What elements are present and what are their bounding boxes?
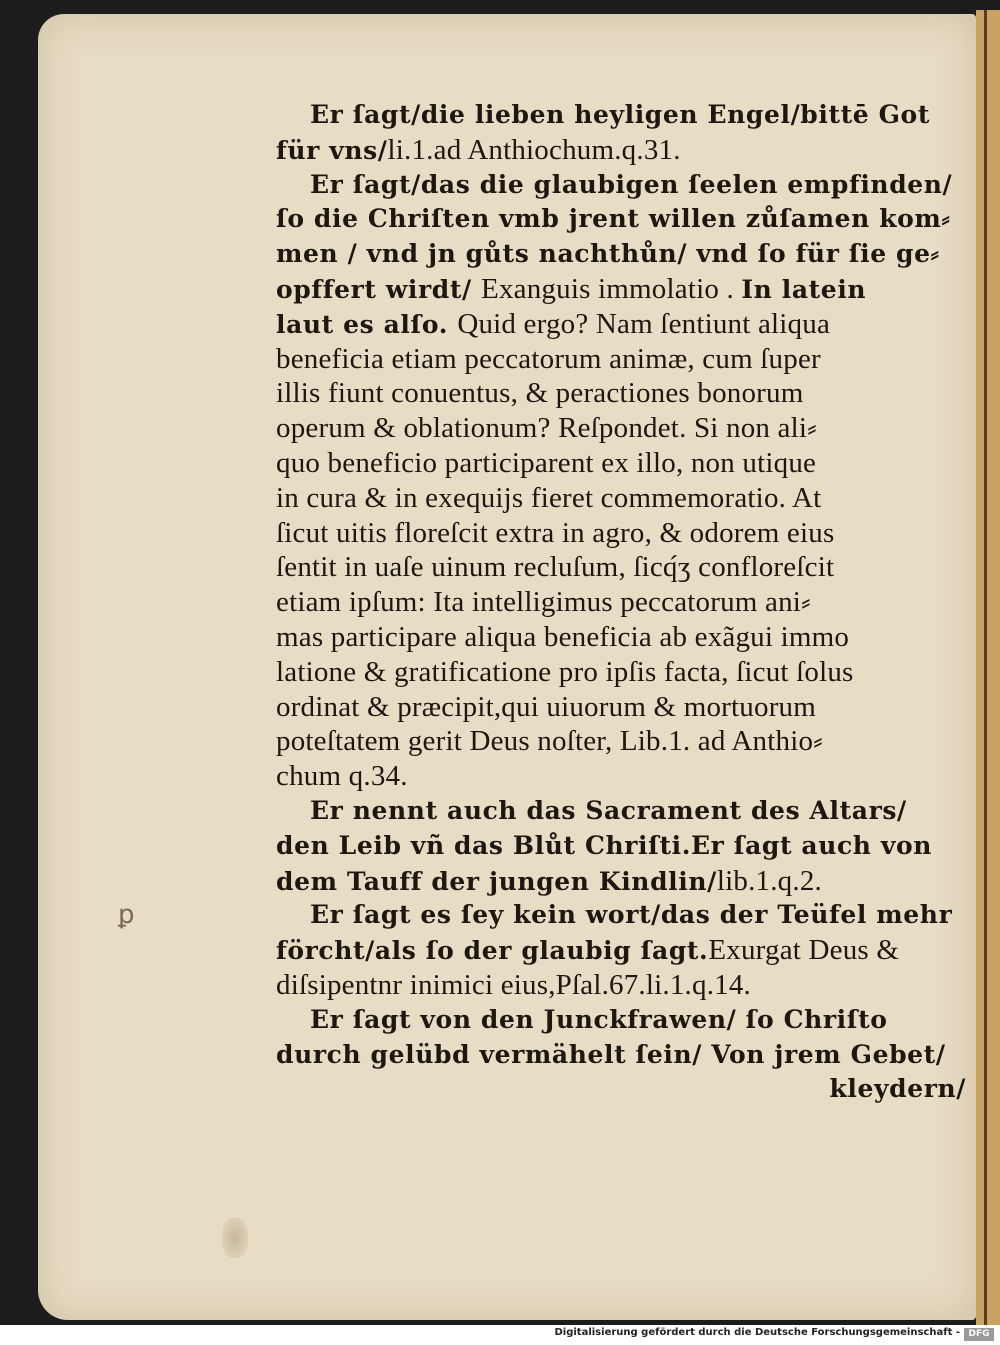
- text-line: [276, 202, 966, 237]
- latin-text: latione & gratificatione pro ipſis facta, ſicut ſolus: [276, 655, 854, 688]
- blackletter-text: förcht/als ſo der glaubig ſagt.: [276, 936, 709, 966]
- blackletter-text: den Leib vñ das Blůt Chriſti.Er ſagt auch von: [276, 830, 933, 860]
- text-line: [276, 168, 966, 203]
- text-line: [276, 133, 966, 168]
- latin-text: li.1.ad Anthiochum.q.31.: [387, 133, 681, 166]
- text-line: [276, 933, 966, 968]
- digitization-footer: [0, 1325, 1000, 1345]
- funding-notice: Digitalisierung gefördert durch die Deutsche Forschungsgemeinschaft -: [554, 1327, 960, 1338]
- blackletter-text: Er ſagt von den Junckfrawen/ ſo Chriſto: [310, 1004, 888, 1034]
- latin-text: in cura & in exequijs fieret commemoratio. At: [276, 481, 822, 514]
- latin-text: poteſtatem gerit Deus noſter, Lib.1. ad Anthio⸗: [276, 725, 824, 758]
- blackletter-text: laut es alſo.: [276, 309, 458, 339]
- text-line: [276, 829, 966, 864]
- catchword-line: [276, 1072, 966, 1107]
- book-spine-edge: [976, 10, 1000, 1325]
- blackletter-text: für vns/: [276, 135, 388, 165]
- text-line: [276, 724, 966, 759]
- text-line: [276, 98, 966, 133]
- latin-text: Exurgat Deus &: [708, 934, 900, 967]
- catchword: kleydern/: [829, 1074, 966, 1104]
- text-line: [276, 481, 966, 516]
- text-line: [276, 690, 966, 725]
- text-line: [276, 516, 966, 551]
- latin-text: beneficia etiam peccatorum animæ, cum ſuper: [276, 342, 821, 375]
- text-line: [276, 446, 966, 481]
- latin-text: Exanguis immolatio .: [481, 272, 742, 305]
- blackletter-text: opffert wirdt/: [276, 274, 482, 304]
- text-line: [276, 1003, 966, 1038]
- latin-text: diſsipentnr inimici eius,Pſal.67.li.1.q.14.: [276, 968, 751, 1001]
- latin-text: quo beneficio participarent ex illo, non utique: [276, 446, 817, 479]
- blackletter-text: Er ſagt es ſey kein wort/das der Teüfel mehr: [310, 900, 953, 930]
- latin-text: ſicut uitis floreſcit extra in agro, & odorem eius: [276, 516, 835, 549]
- text-line: [276, 342, 966, 377]
- paper-stain: [222, 1218, 248, 1258]
- latin-text: chum q.34.: [276, 760, 408, 793]
- latin-text: operum & oblationum? Reſpondet. Si non ali⸗: [276, 412, 817, 445]
- latin-text: mas participare aliqua beneficia ab exãgui immo: [276, 620, 850, 653]
- text-line: [276, 585, 966, 620]
- latin-text: Quid ergo? Nam ſentiunt aliqua: [457, 307, 831, 340]
- text-line: [276, 237, 966, 272]
- blackletter-text: Er ſagt/die lieben heyligen Engel/bittē Got: [310, 100, 930, 129]
- latin-text: ordinat & præcipit,qui uiuorum & mortuorum: [276, 690, 817, 723]
- text-line: [276, 620, 966, 655]
- text-line: [276, 864, 966, 899]
- blackletter-text: Er ſagt/das die glaubigen ſeelen empfinden/: [310, 169, 953, 199]
- blackletter-text: men / vnd jn gůts nachthůn/ vnd ſo für ſie ge⸗: [276, 239, 940, 269]
- text-line: [276, 307, 966, 342]
- dfg-logo: DFG: [964, 1328, 994, 1341]
- blackletter-text: ſo die Chriſten vmb jrent willen zůſamen kom⸗: [276, 204, 951, 234]
- latin-text: illis fiunt conuentus, & peractiones bonorum: [276, 377, 804, 410]
- text-line: [276, 376, 966, 411]
- margin-mark: ꝑ: [118, 900, 135, 930]
- text-line: [276, 794, 966, 829]
- text-line: [276, 759, 966, 794]
- text-line: [276, 272, 966, 307]
- text-line: [276, 550, 966, 585]
- blackletter-text: In latein: [741, 274, 867, 304]
- latin-text: ſentit in uaſe uinum recluſum, ſicq́ʒ confloreſcit: [276, 551, 835, 584]
- text-line: [276, 898, 966, 933]
- blackletter-text: dem Tauff der jungen Kindlin/: [276, 866, 717, 896]
- latin-text: lib.1.q.2.: [716, 864, 822, 897]
- text-line: [276, 655, 966, 690]
- latin-text: etiam ipſum: Ita intelligimus peccatorum ani⸗: [276, 586, 811, 619]
- blackletter-text: Er nennt auch das Sacrament des Altars/: [310, 795, 907, 825]
- text-line: [276, 968, 966, 1003]
- blackletter-text: durch gelübd vermähelt ſein/ Von jrem Gebet/: [276, 1039, 946, 1069]
- page-text-block: [276, 98, 966, 1107]
- text-line: [276, 411, 966, 446]
- text-line: [276, 1038, 966, 1073]
